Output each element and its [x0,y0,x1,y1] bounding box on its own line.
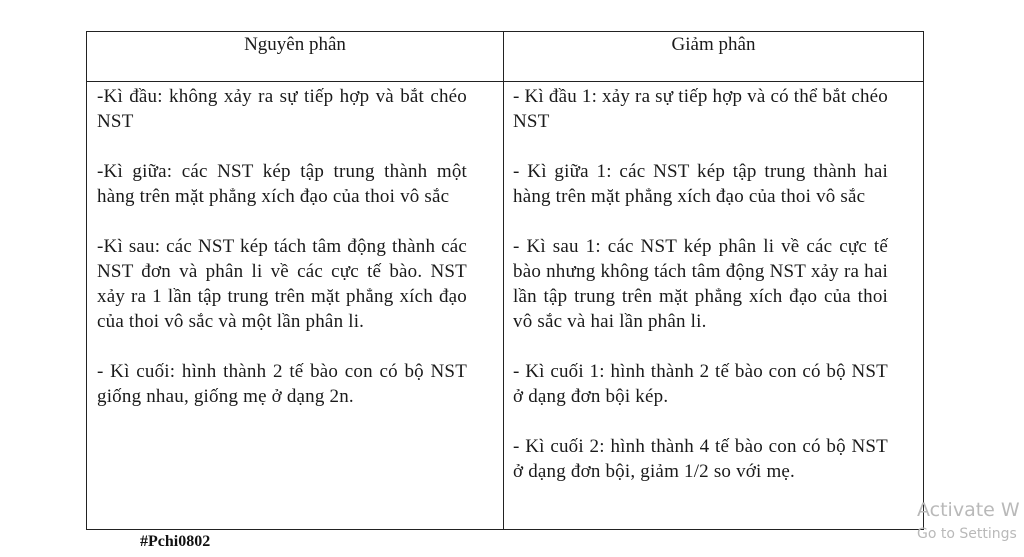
nguyen-phan-cell [97,82,467,529]
header-nguyen-phan: Nguyên phân [244,34,346,55]
watermark-subtitle: Go to Settings [917,526,1017,542]
giam-phan-ki-dau-1: - Kì đầu 1: xảy ra sự tiếp hợp và có thể bắt chéo NST [513,86,888,132]
header-giam-phan: Giảm phân [671,34,756,55]
giam-phan-cell [513,82,888,529]
author-signature: #Pchi0802 [140,533,211,550]
nguyen-phan-ki-giua: -Kì giữa: các NST kép tập trung thành một hàng trên mặt phẳng xích đạo của thoi vô sắc [97,161,467,207]
nguyen-phan-ki-cuoi: - Kì cuối: hình thành 2 tế bào con có bộ NST giống nhau, giống mẹ ở dạng 2n. [97,361,467,407]
giam-phan-ki-cuoi-1: - Kì cuối 1: hình thành 2 tế bào con có bộ NST ở dạng đơn bội kép. [513,361,888,407]
nguyen-phan-ki-dau: -Kì đầu: không xảy ra sự tiếp hợp và bắt chéo NST [97,86,467,132]
nguyen-phan-ki-sau: -Kì sau: các NST kép tách tâm động thành các NST đơn và phân li về các cực tế bào. NST xảy ra 1 lần tập trung trên mặt phẳng xích đạo của thoi vô sắc và một lần phân li. [97,236,467,332]
watermark-title: Activate W [917,499,1020,521]
column-divider [503,32,504,529]
giam-phan-ki-cuoi-2: - Kì cuối 2: hình thành 4 tế bào con có bộ NST ở dạng đơn bội, giảm 1/2 so với mẹ. [513,436,888,482]
comparison-table [86,31,924,530]
giam-phan-ki-sau-1: - Kì sau 1: các NST kép phân li về các cực tế bào nhưng không tách tâm động NST xảy ra hai lần tập trung trên mặt phẳng xích đạo của thoi vô sắc và hai lần phân li. [513,236,888,332]
activation-watermark [917,498,1020,544]
giam-phan-ki-giua-1: - Kì giữa 1: các NST kép tập trung thành hai hàng trên mặt phẳng xích đạo của thoi vô sắc [513,161,888,207]
